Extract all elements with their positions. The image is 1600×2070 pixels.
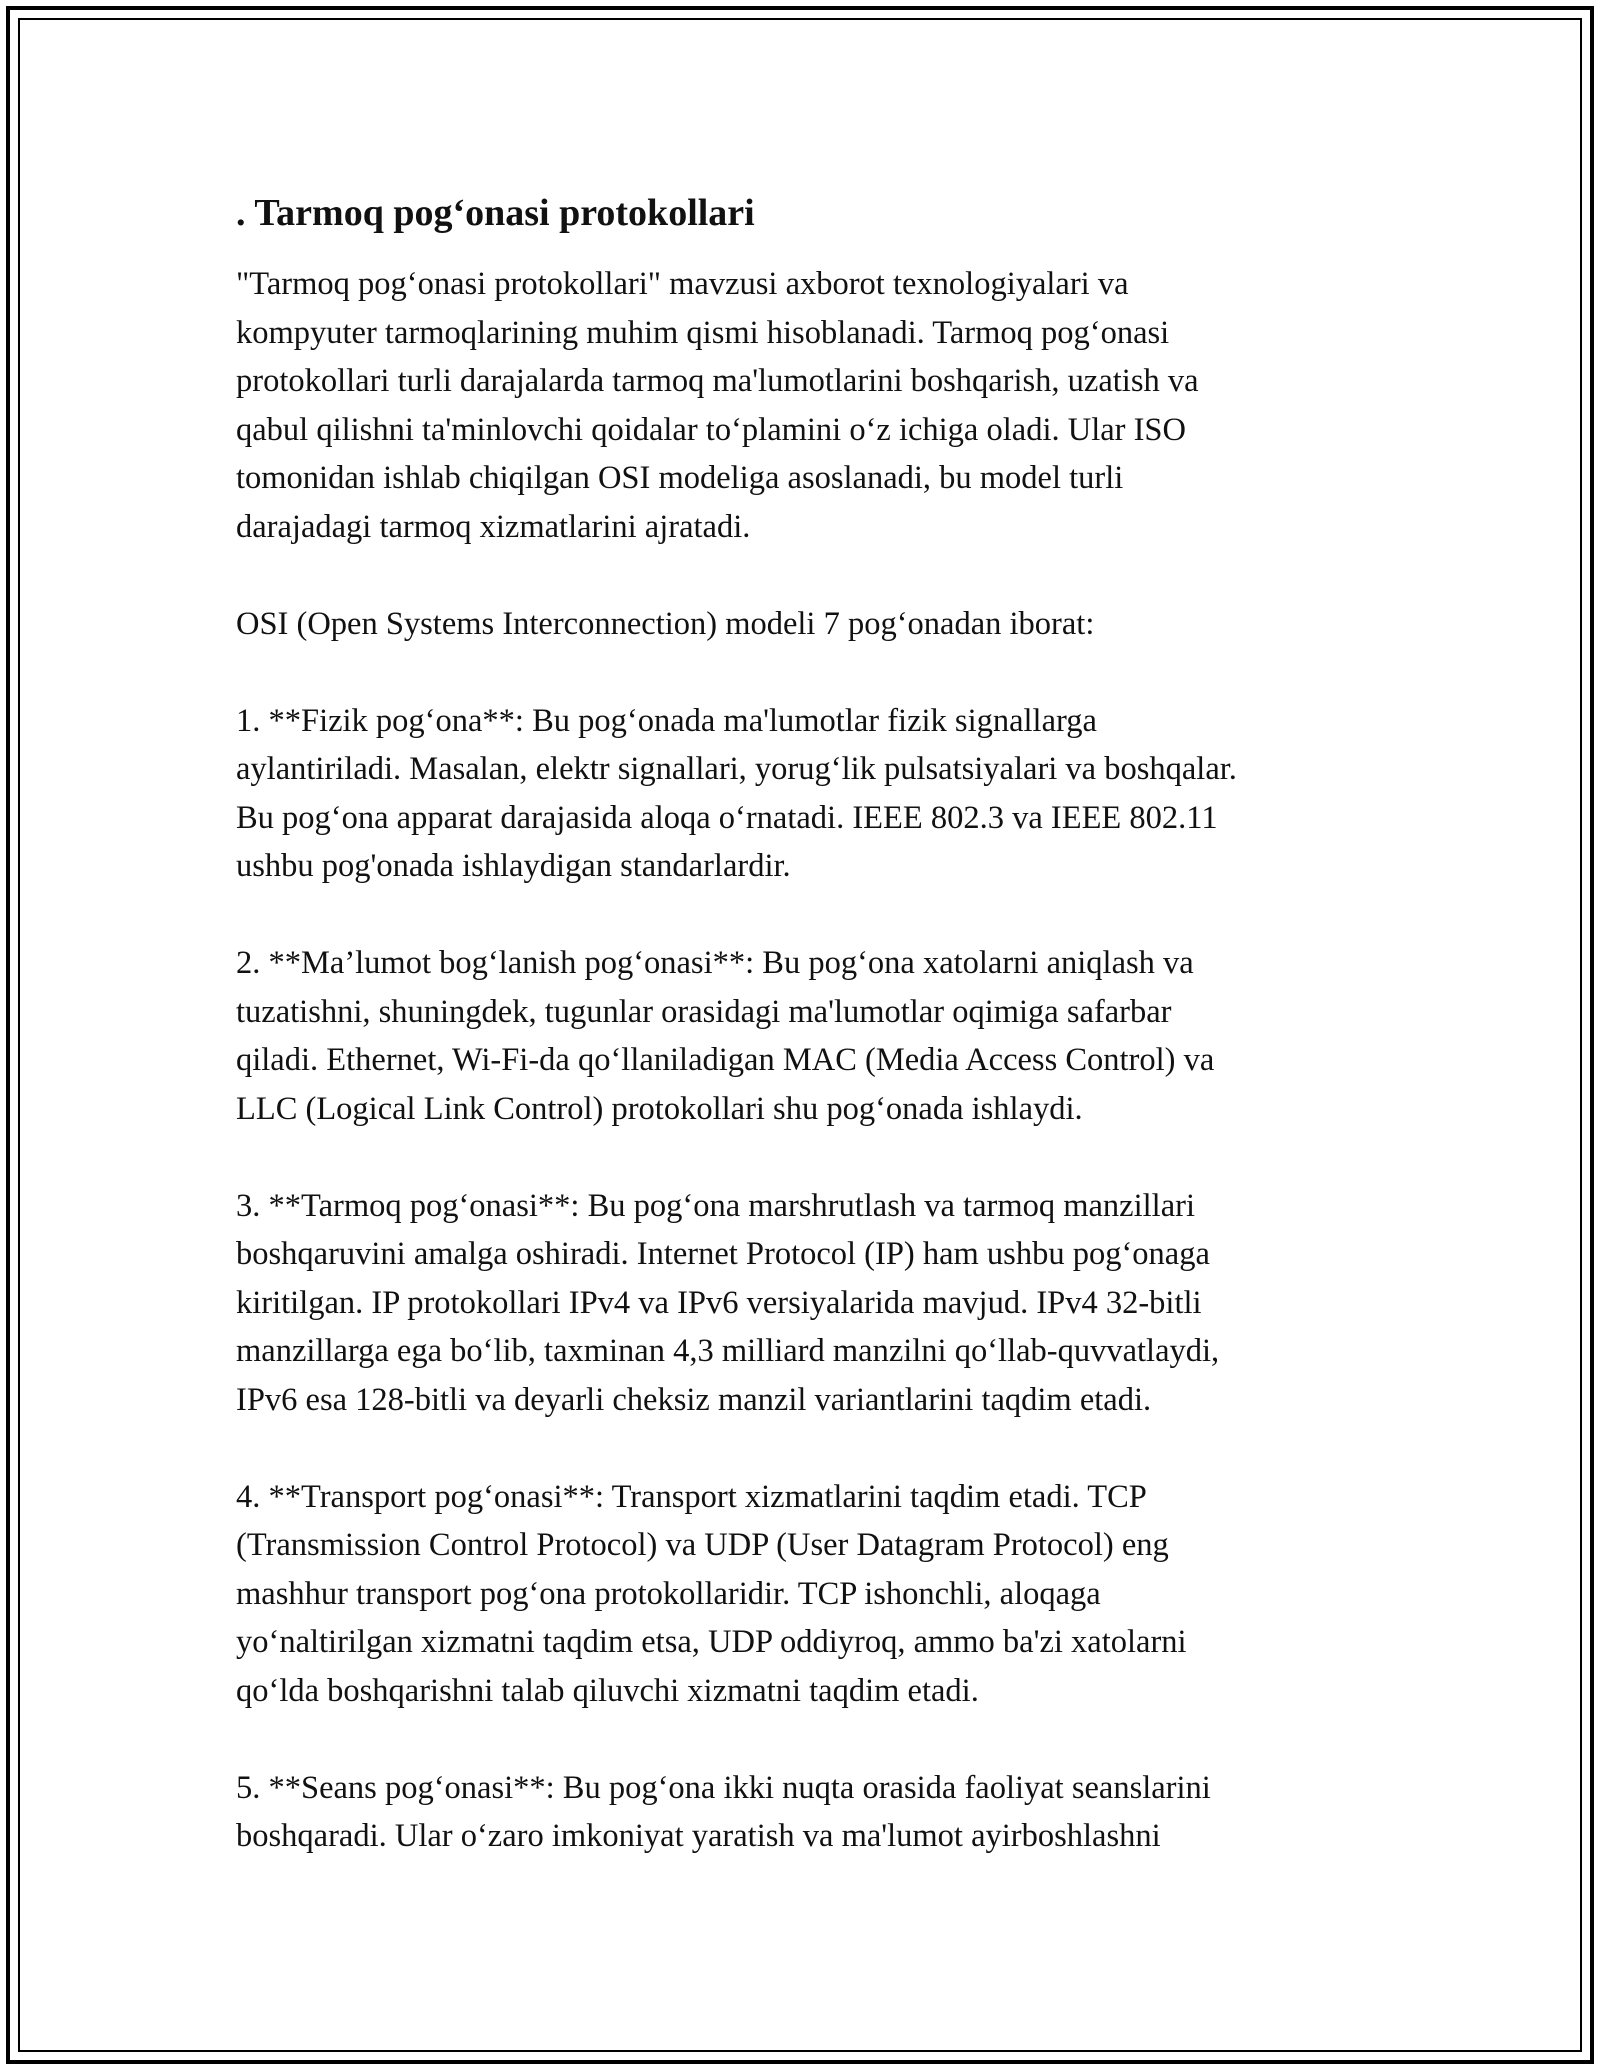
document-title: . Tarmoq pog‘onasi protokollari [236, 192, 755, 234]
document-body [236, 186, 1386, 1909]
paragraph-osi-overview: OSI (Open Systems Interconnection) modeli 7 pog‘onadan iborat: [236, 605, 1095, 642]
paragraph-layer-1: 1. **Fizik pog‘ona**: Bu pog‘onada ma'lumotlar fizik signallarga aylantiriladi. Masalan, elektr signallari, yorug‘lik pulsatsiyalari va boshqalar. Bu pog‘ona apparat darajasida aloqa o‘rnatadi. IEEE 802.3 va IEEE 802.11 ushbu pog'onada ishlaydigan standarlardir. [236, 702, 1237, 884]
paragraph-layer-4: 4. **Transport pog‘onasi**: Transport xizmatlarini taqdim etadi. TCP (Transmission Control Protocol) va UDP (User Datagram Protocol) eng mashhur transport pog‘ona protokollaridir. TCP ishonchli, aloqaga yo‘naltirilgan xizmatni taqdim etsa, UDP oddiyroq, ammo ba'zi xatolarni qo‘lda boshqarishni talab qiluvchi xizmatni taqdim etadi. [236, 1478, 1187, 1709]
paragraph-layer-5: 5. **Seans pog‘onasi**: Bu pog‘ona ikki nuqta orasida faoliyat seanslarini boshqaradi. Ular o‘zaro imkoniyat yaratish va ma'lumot ayirboshlashni [236, 1769, 1211, 1854]
paragraph-layer-3: 3. **Tarmoq pog‘onasi**: Bu pog‘ona marshrutlash va tarmoq manzillari boshqaruvini amalga oshiradi. Internet Protocol (IP) ham ushbu pog‘onaga kiritilgan. IP protokollari IPv4 va IPv6 versiyalarida mavjud. IPv4 32-bitli manzillarga ega bo‘lib, taxminan 4,3 milliard manzilni qo‘llab-quvvatlaydi, IPv6 esa 128-bitli va deyarli cheksiz manzil variantlarini taqdim etadi. [236, 1187, 1220, 1418]
paragraph-intro: "Tarmoq pog‘onasi protokollari" mavzusi axborot texnologiyalari va kompyuter tarmoqlarining muhim qismi hisoblanadi. Tarmoq pog‘onasi protokollari turli darajalarda tarmoq ma'lumotlarini boshqarish, uzatish va qabul qilishni ta'minlovchi qoidalar to‘plamini o‘z ichiga oladi. Ular ISO tomonidan ishlab chiqilgan OSI modeliga asoslanadi, bu model turli darajadagi tarmoq xizmatlarini ajratadi. [236, 266, 1199, 545]
paragraph-layer-2: 2. **Ma’lumot bog‘lanish pog‘onasi**: Bu pog‘ona xatolarni aniqlash va tuzatishni, shuningdek, tugunlar orasidagi ma'lumotlar oqimiga safarbar qiladi. Ethernet, Wi-Fi-da qo‘llaniladigan MAC (Media Access Control) va LLC (Logical Link Control) protokollari shu pog‘onada ishlaydi. [236, 945, 1215, 1127]
